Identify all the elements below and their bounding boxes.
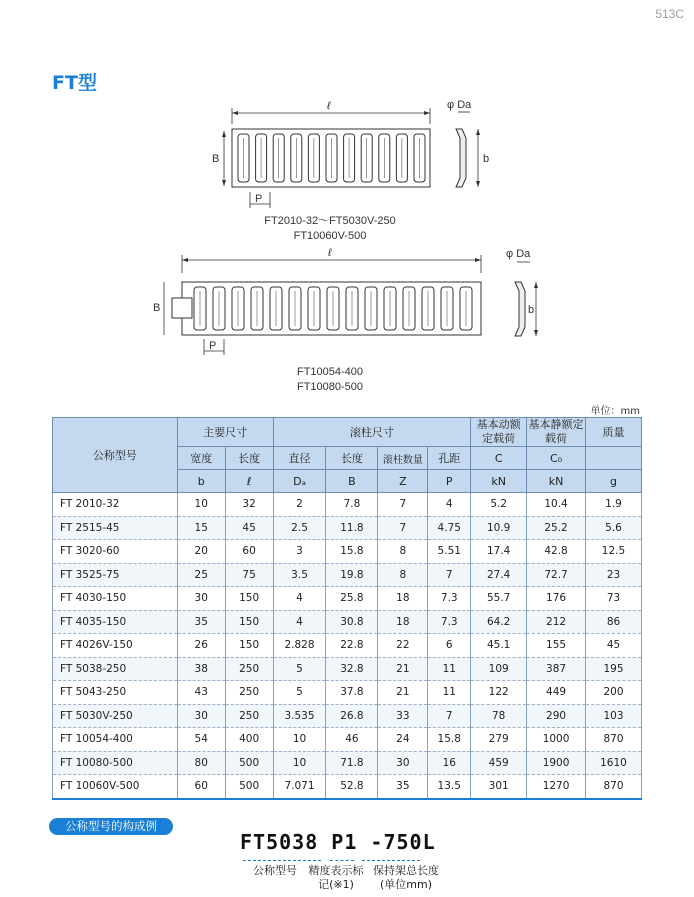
segment-line — [362, 860, 420, 861]
cage-diagram-2 — [146, 243, 546, 360]
sym-z: Z — [378, 470, 428, 493]
label-model: 公称型号 — [253, 864, 297, 877]
model-cell: FT 10080-500 — [53, 751, 178, 775]
value-cell: 5.51 — [428, 540, 471, 564]
value-cell: 25.8 — [326, 587, 378, 611]
value-cell: 75 — [225, 563, 273, 587]
model-cell: FT 2515-45 — [53, 516, 178, 540]
value-cell: 2.5 — [273, 516, 326, 540]
sub-count: 滚柱数量 — [378, 447, 428, 470]
value-cell: 21 — [378, 681, 428, 705]
value-cell: 4 — [273, 587, 326, 611]
value-cell: 30 — [177, 587, 225, 611]
sub-rlen: 长度 — [326, 447, 378, 470]
unit-kn: kN — [471, 470, 527, 493]
side-dim-b: b — [483, 153, 490, 165]
value-cell: 10.9 — [471, 516, 527, 540]
value-cell: 64.2 — [471, 610, 527, 634]
cage-2-pockets — [194, 287, 472, 330]
value-cell: 22.8 — [326, 634, 378, 658]
value-cell: 7.3 — [428, 587, 471, 611]
value-cell: 109 — [471, 657, 527, 681]
value-cell: 4 — [428, 493, 471, 517]
value-cell: 2 — [273, 493, 326, 517]
section-title: 公称型号的构成例 — [49, 818, 173, 835]
value-cell: 19.8 — [326, 563, 378, 587]
sub-width: 宽度 — [177, 447, 225, 470]
value-cell: 24 — [378, 728, 428, 752]
value-cell: 459 — [471, 751, 527, 775]
col-dynamic: 基本动额定载荷 — [471, 418, 527, 447]
value-cell: 7.8 — [326, 493, 378, 517]
value-cell: 45.1 — [471, 634, 527, 658]
value-cell: 1000 — [527, 728, 586, 752]
value-cell: 35 — [177, 610, 225, 634]
value-cell: 33 — [378, 704, 428, 728]
value-cell: 6 — [428, 634, 471, 658]
dim-b: B — [212, 153, 220, 165]
value-cell: 25 — [177, 563, 225, 587]
value-cell: 30 — [177, 704, 225, 728]
value-cell: 21 — [378, 657, 428, 681]
value-cell: 5 — [273, 681, 326, 705]
value-cell: 1270 — [527, 775, 586, 799]
page-number: 513C — [655, 7, 684, 21]
value-cell: 8 — [378, 540, 428, 564]
value-cell: 449 — [527, 681, 586, 705]
value-cell: 150 — [225, 634, 273, 658]
value-cell: 20 — [177, 540, 225, 564]
value-cell: 200 — [586, 681, 642, 705]
value-cell: 150 — [225, 587, 273, 611]
sub-dia: 直径 — [273, 447, 326, 470]
value-cell: 7 — [428, 704, 471, 728]
value-cell: 13.5 — [428, 775, 471, 799]
value-cell: 32.8 — [326, 657, 378, 681]
label-precision: 精度表示标记(※1) — [308, 864, 364, 891]
value-cell: 7.3 — [428, 610, 471, 634]
value-cell: 4.75 — [428, 516, 471, 540]
value-cell: 11 — [428, 657, 471, 681]
value-cell: 60 — [225, 540, 273, 564]
table-row — [53, 657, 642, 681]
value-cell: 250 — [225, 704, 273, 728]
table-row — [53, 728, 642, 752]
value-cell: 25.2 — [527, 516, 586, 540]
value-cell: 10.4 — [527, 493, 586, 517]
table-row — [53, 751, 642, 775]
value-cell: 30.8 — [326, 610, 378, 634]
value-cell: 250 — [225, 657, 273, 681]
value-cell: 7 — [428, 563, 471, 587]
sym-l: ℓ — [225, 470, 273, 493]
model-cell: FT 4026V-150 — [53, 634, 178, 658]
unit-g: g — [586, 470, 642, 493]
segment-line — [243, 860, 321, 861]
value-cell: 60 — [177, 775, 225, 799]
caption-line: FT10060V-500 — [293, 230, 367, 242]
value-cell: 1610 — [586, 751, 642, 775]
value-cell: 4 — [273, 610, 326, 634]
sym-p: P — [428, 470, 471, 493]
value-cell: 870 — [586, 728, 642, 752]
value-cell: 35 — [378, 775, 428, 799]
value-cell: 3.5 — [273, 563, 326, 587]
model-cell: FT 5038-250 — [53, 657, 178, 681]
value-cell: 122 — [471, 681, 527, 705]
diagram-2-caption — [230, 365, 430, 395]
value-cell: 500 — [225, 775, 273, 799]
dim-p: P — [255, 193, 263, 205]
dim-l: ℓ — [328, 247, 332, 259]
value-cell: 400 — [225, 728, 273, 752]
value-cell: 15.8 — [428, 728, 471, 752]
table-row — [53, 681, 642, 705]
model-cell: FT 5030V-250 — [53, 704, 178, 728]
value-cell: 38 — [177, 657, 225, 681]
sym-b: b — [177, 470, 225, 493]
value-cell: 43 — [177, 681, 225, 705]
value-cell: 16 — [428, 751, 471, 775]
mass-spacer — [586, 447, 642, 470]
table-row — [53, 775, 642, 799]
table-row — [53, 634, 642, 658]
group-roller: 滚柱尺寸 — [273, 418, 471, 447]
unit-note: 单位：mm — [590, 406, 640, 417]
value-cell: 12.5 — [586, 540, 642, 564]
col-model: 公称型号 — [53, 418, 178, 493]
table-row — [53, 587, 642, 611]
table-row — [53, 704, 642, 728]
table-row — [53, 563, 642, 587]
value-cell: 10 — [273, 751, 326, 775]
dim-l: ℓ — [327, 100, 331, 112]
table-row — [53, 610, 642, 634]
value-cell: 8 — [378, 563, 428, 587]
value-cell: 11 — [428, 681, 471, 705]
cage-1-pockets — [238, 134, 425, 182]
segment-line — [330, 860, 354, 861]
value-cell: 301 — [471, 775, 527, 799]
value-cell: 45 — [225, 516, 273, 540]
caption-line: FT2010-32～FT5030V-250 — [264, 215, 396, 227]
value-cell: 15 — [177, 516, 225, 540]
value-cell: 71.8 — [326, 751, 378, 775]
example-code: FT5038 P1 -750L — [240, 830, 436, 854]
value-cell: 37.8 — [326, 681, 378, 705]
value-cell: 11.8 — [326, 516, 378, 540]
value-cell: 1900 — [527, 751, 586, 775]
value-cell: 32 — [225, 493, 273, 517]
value-cell: 23 — [586, 563, 642, 587]
dim-p: P — [209, 340, 217, 352]
sub-pitch: 孔距 — [428, 447, 471, 470]
value-cell: 10 — [273, 728, 326, 752]
sym-c0: C₀ — [527, 447, 586, 470]
value-cell: 103 — [586, 704, 642, 728]
value-cell: 15.8 — [326, 540, 378, 564]
value-cell: 279 — [471, 728, 527, 752]
value-cell: 10 — [177, 493, 225, 517]
value-cell: 46 — [326, 728, 378, 752]
page-title: FT型 — [52, 72, 97, 94]
value-cell: 55.7 — [471, 587, 527, 611]
cage-diagram-1 — [200, 96, 500, 214]
side-dim-b: b — [528, 304, 535, 316]
model-cell: FT 3020-60 — [53, 540, 178, 564]
table-row — [53, 540, 642, 564]
value-cell: 250 — [225, 681, 273, 705]
value-cell: 5.6 — [586, 516, 642, 540]
value-cell: 7 — [378, 493, 428, 517]
col-static: 基本静额定载荷 — [528, 418, 584, 445]
value-cell: 212 — [527, 610, 586, 634]
sym-da: Dₐ — [273, 470, 326, 493]
value-cell: 27.4 — [471, 563, 527, 587]
model-cell: FT 3525-75 — [53, 563, 178, 587]
value-cell: 30 — [378, 751, 428, 775]
value-cell: 150 — [225, 610, 273, 634]
value-cell: 3 — [273, 540, 326, 564]
unit-kn: kN — [527, 470, 586, 493]
side-dim-d: φ Da — [506, 248, 531, 260]
value-cell: 80 — [177, 751, 225, 775]
value-cell: 86 — [586, 610, 642, 634]
value-cell: 3.535 — [273, 704, 326, 728]
value-cell: 1.9 — [586, 493, 642, 517]
sub-length: 长度 — [225, 447, 273, 470]
value-cell: 7.071 — [273, 775, 326, 799]
model-cell: FT 4030-150 — [53, 587, 178, 611]
model-cell: FT 2010-32 — [53, 493, 178, 517]
caption-line: FT10054-400 — [296, 366, 364, 378]
table-row — [53, 516, 642, 540]
value-cell: 155 — [527, 634, 586, 658]
side-dim-d: φ Da — [447, 99, 472, 111]
value-cell: 176 — [527, 587, 586, 611]
model-cell: FT 4035-150 — [53, 610, 178, 634]
dim-b: B — [153, 302, 161, 314]
value-cell: 18 — [378, 610, 428, 634]
value-cell: 2.828 — [273, 634, 326, 658]
diagram-1-caption — [230, 214, 430, 244]
value-cell: 5.2 — [471, 493, 527, 517]
value-cell: 18 — [378, 587, 428, 611]
model-cell: FT 10060V-500 — [53, 775, 178, 799]
value-cell: 78 — [471, 704, 527, 728]
value-cell: 17.4 — [471, 540, 527, 564]
value-cell: 72.7 — [527, 563, 586, 587]
value-cell: 22 — [378, 634, 428, 658]
value-cell: 42.8 — [527, 540, 586, 564]
group-main: 主要尺寸 — [177, 418, 273, 447]
value-cell: 7 — [378, 516, 428, 540]
sym-B: B — [326, 470, 378, 493]
value-cell: 26 — [177, 634, 225, 658]
value-cell: 45 — [586, 634, 642, 658]
value-cell: 500 — [225, 751, 273, 775]
value-cell: 387 — [527, 657, 586, 681]
value-cell: 54 — [177, 728, 225, 752]
value-cell: 195 — [586, 657, 642, 681]
value-cell: 290 — [527, 704, 586, 728]
value-cell: 73 — [586, 587, 642, 611]
col-mass: 质量 — [586, 418, 642, 447]
table-row — [53, 493, 642, 517]
label-length: 保持架总长度(单位mm) — [373, 864, 439, 891]
value-cell: 26.8 — [326, 704, 378, 728]
value-cell: 5 — [273, 657, 326, 681]
model-cell: FT 5043-250 — [53, 681, 178, 705]
spec-table — [52, 417, 642, 800]
value-cell: 52.8 — [326, 775, 378, 799]
sym-c: C — [471, 447, 527, 470]
model-cell: FT 10054-400 — [53, 728, 178, 752]
value-cell: 870 — [586, 775, 642, 799]
caption-line: FT10080-500 — [296, 381, 364, 393]
